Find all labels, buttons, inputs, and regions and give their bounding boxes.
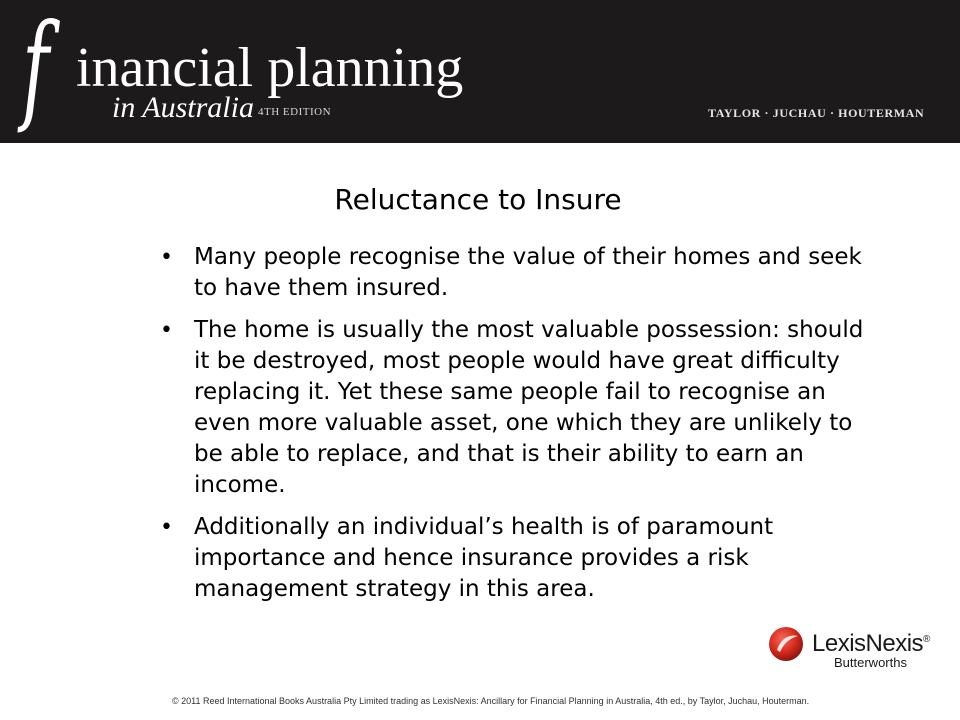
- registered-mark: ®: [923, 634, 930, 645]
- brand-subtitle: in Australia: [112, 91, 254, 124]
- bullet-icon: •: [160, 515, 173, 540]
- bullet-item: [158, 512, 878, 605]
- bullet-item: [158, 315, 878, 501]
- bullet-item: [158, 242, 878, 304]
- lexisnexis-logo: [768, 624, 928, 672]
- logo-subtitle: Butterworths: [834, 655, 907, 670]
- lexisnexis-logo-icon: [768, 626, 804, 662]
- slide-title: Reluctance to Insure: [334, 183, 622, 216]
- authors-label: TAYLOR · JUCHAU · HOUTERMAN: [708, 106, 925, 120]
- footer-copyright: © 2011 Reed International Books Australia Pty Limited trading as LexisNexis: Ancillary for Financial Planning in Australia, 4th ed., by Taylor, Juchau, Houterman.: [172, 696, 810, 706]
- bullet-text: Many people recognise the value of their homes and seek to have them insured.: [194, 244, 862, 301]
- bullet-list: [158, 242, 878, 616]
- logo-name: LexisNexis: [812, 630, 924, 657]
- bullet-text: The home is usually the most valuable possession: should it be destroyed, most people would have great difficulty replacing it. Yet these same people fail to recognise an even more valuable asset, one which they are unlikely to be able to replace, and that is their ability to earn an income.: [194, 317, 864, 498]
- edition-label: 4TH EDITION: [258, 106, 332, 118]
- brand-title: inancial planning: [76, 37, 464, 99]
- logo-wordmark: [812, 626, 930, 658]
- bullet-icon: •: [160, 245, 173, 270]
- brand-initial: f: [22, 0, 50, 136]
- bullet-text: Additionally an individual’s health is of paramount importance and hence insurance provides a risk management strategy in this area.: [194, 514, 774, 602]
- header-banner: [0, 0, 960, 143]
- bullet-icon: •: [160, 318, 173, 343]
